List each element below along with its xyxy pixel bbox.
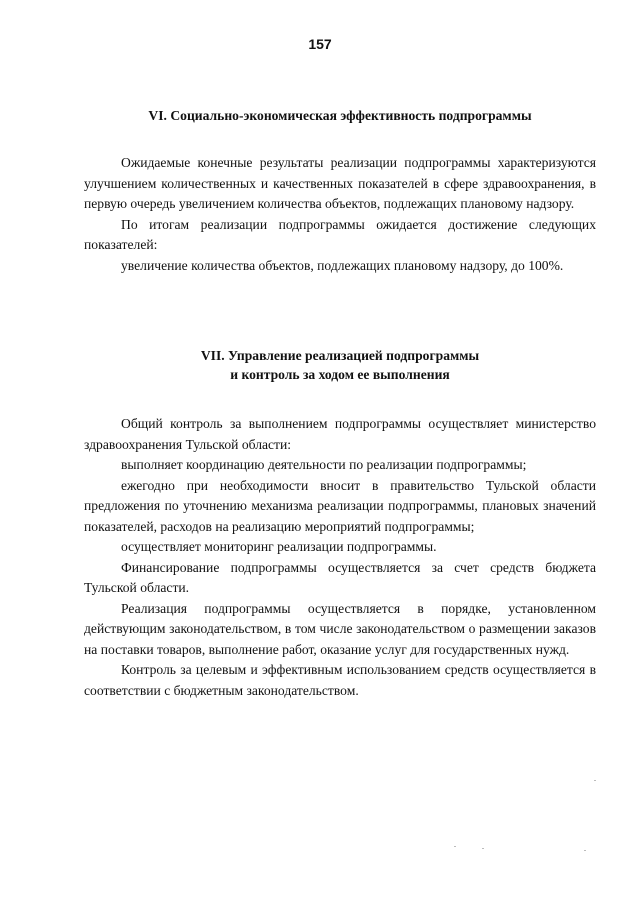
section-7-body [84,414,596,701]
section-6-paragraph-1: Ожидаемые конечные результаты реализации подпрограммы характеризуются улучшением количественных и качественных показателей в сфере здравоохранения, в первую очередь увеличением количества объектов, подлежащих плановому надзору. [84,155,596,211]
section-7-paragraph-7: Контроль за целевым и эффективным использованием средств осуществляется в соответствии с бюджетным законодательством. [84,662,596,698]
scan-speck [454,846,456,847]
section-7-paragraph-4: осуществляет мониторинг реализации подпрограммы. [121,539,437,554]
scan-speck [584,850,586,851]
section-6 [84,106,596,276]
section-7-paragraph-5: Финансирование подпрограммы осуществляется за счет средств бюджета Тульской области. [84,559,596,595]
section-7 [84,346,596,701]
scan-speck [594,780,596,781]
section-6-body [84,153,596,276]
section-7-title-line-2: и контроль за ходом ее выполнения [230,367,450,382]
section-7-paragraph-2: выполняет координацию деятельности по реализации подпрограммы; [121,457,527,472]
section-6-paragraph-3: увеличение количества объектов, подлежащих плановому надзору, до 100%. [121,257,564,273]
section-7-paragraph-3: ежегодно при необходимости вносит в правительство Тульской области предложения по уточнению механизма реализации подпрограммы, плановых значений показателей, расходов на реализацию мероприятий подпрограммы; [84,477,596,534]
section-7-paragraph-1: Общий контроль за выполнением подпрограммы осуществляет министерство здравоохранения Тульской области: [84,416,596,452]
scan-speck [482,848,484,849]
section-7-title-line-1: VII. Управление реализацией подпрограммы [200,348,480,363]
section-6-title: VI. Социально-экономическая эффективность подпрограммы [148,108,532,123]
section-7-paragraph-6: Реализация подпрограммы осуществляется в порядке, установленном действующим законодательством, в том числе законодательством о размещении заказов на поставки товаров, выполнение работ, оказание услуг для государственных нужд. [84,600,596,657]
page-number: 157 [308,36,332,52]
section-6-paragraph-2: По итогам реализации подпрограммы ожидается достижение следующих показателей: [84,216,596,252]
